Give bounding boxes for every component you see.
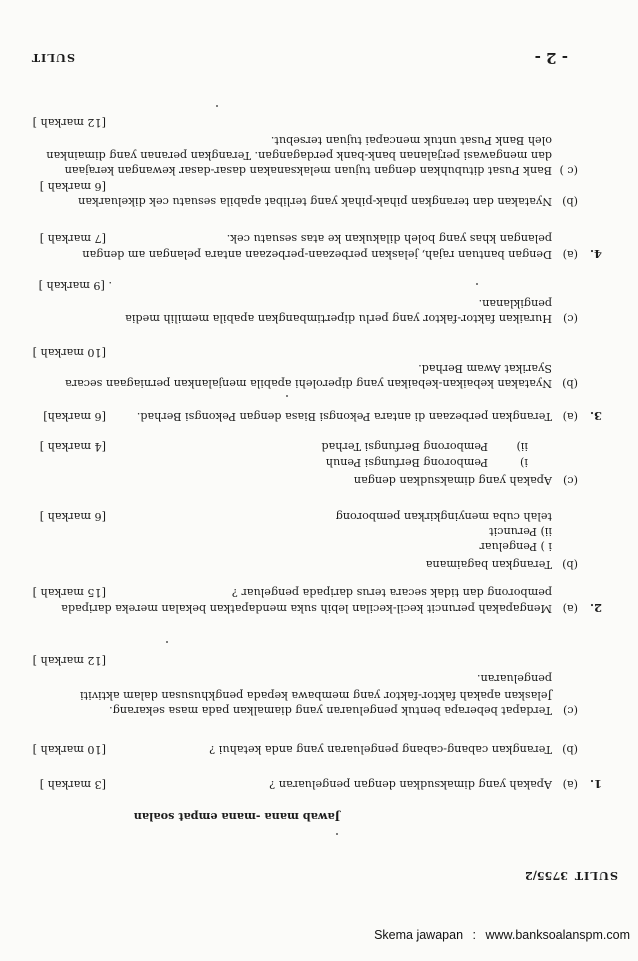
header-sulit-right: SULIT [30, 51, 75, 65]
q4c-label: (c ) [559, 164, 578, 177]
q1b-label: (b) [562, 743, 578, 756]
q2-number: 2. [589, 601, 602, 615]
q2c-label: (c) [563, 474, 578, 487]
q1c-line-2: Jelaskan apakah faktor-faktor yang membawa kepada pengkhususan dalam aktiviti [80, 689, 552, 702]
q2b-marks: [6 markah ] [39, 510, 106, 523]
q1a-text: Apakah yang dimaksudkan dengan pengeluaran ? [269, 778, 552, 791]
exam-code: 3755/2 [524, 869, 568, 883]
q4b-marks: [6 markah ] [39, 180, 106, 193]
q2b-tail: telah cuba menyingkirkan pemborong [335, 510, 552, 523]
q1c-line-3: pengeluaran. [476, 672, 552, 685]
q2c-item-ii-text: Pemborong Berfungsi Terhad [321, 440, 488, 453]
q3c-marks: . [9 markah ] [38, 279, 112, 292]
q3b-line-2: Syarikat Awam Berhad. [418, 362, 552, 375]
q4c-marks: [12 markah ] [32, 116, 106, 129]
q3a-label: (a) [562, 410, 578, 423]
q3c-line-1: Huraikan faktor-faktor yang perlu dipertimbangkan apabila memilih media [125, 312, 552, 325]
footer-separator: : [472, 928, 476, 942]
scan-speck [286, 395, 288, 397]
q2c-marks: [4 markah ] [39, 440, 106, 453]
q4b-label: (b) [562, 195, 578, 208]
q4c-line-2: dan mengawasi perjalanan bank-bank perdagangan. Terangkan peranan yang dimainkan [46, 149, 552, 162]
instruction: Jawab mana -mana empat soalan [133, 810, 340, 824]
q4-number: 4. [589, 247, 602, 261]
scan-speck [336, 833, 338, 835]
q3a-marks: [6 markah] [43, 410, 106, 423]
q2b-item-ii: ii) Peruncit [489, 525, 552, 538]
q2c-item-i-text: Pemborong Berfungsi Penuh [325, 456, 488, 469]
q1c-line-1: Terdapat beberapa bentuk pengeluaran yang diamalkan pada masa sekarang. [109, 704, 552, 717]
q4a-marks: [7 markah ] [39, 232, 106, 245]
q4a-line-2: pelangan khas yang boleh dilakukan ke atas sesuatu cek. [226, 232, 552, 245]
scan-speck [476, 283, 478, 285]
q3c-label: (c) [563, 312, 578, 325]
q2a-line-2: pemborong dan tidak secara terus daripada pengeluar ? [231, 586, 552, 599]
q4a-line-1: Dengan bantuan rajah, jelaskan perbezaan-perbezaan antara pelangan am dengan [82, 248, 552, 261]
q3b-label: (b) [562, 377, 578, 390]
q3b-marks: [10 markah ] [32, 346, 106, 359]
scan-speck [166, 641, 168, 643]
footer-answer-scheme [0, 928, 638, 952]
q2c-intro: Apakah yang dimaksudkan dengan [353, 474, 552, 487]
q2a-line-1: Mengapakah peruncit kecil-kecilan lebih suka mendapatkan bekalan mereka daripada [61, 602, 552, 615]
q2a-label: (a) [562, 602, 578, 615]
q3-number: 3. [589, 409, 602, 423]
q1b-marks: [10 markah ] [32, 743, 106, 756]
header-sulit-left: SULIT [573, 869, 618, 883]
q2b-label: (b) [562, 558, 578, 571]
q3a-text: Terangkan perbezaan di antara Pekongsi Biasa dengan Pekongsi Berhad. [136, 410, 552, 423]
q1a-label: (a) [562, 778, 578, 791]
q4b-line-1: Nyatakan dan terangkan pihak-pihak yang terlibat apabila sesuatu cek dikeluarkan [78, 195, 552, 208]
q3b-line-1: Nyatakan kebaikan-kebaikan yang diperolehi apabila menjalankan perniagaan secara [65, 377, 552, 390]
q2c-item-ii-label: ii) [516, 440, 528, 453]
q2c-item-i-label: i) [520, 456, 528, 469]
scan-speck [216, 105, 218, 107]
q1b-text: Terangkan cabang-cabang pengeluaran yang anda ketahui ? [209, 743, 552, 756]
q2b-intro: Terangkan bagaimana [425, 558, 552, 571]
page-number: - 2 - [534, 49, 568, 67]
footer-url[interactable]: www.banksoalanspm.com [485, 928, 630, 942]
q2b-item-i: i ) Pengeluar [479, 540, 552, 553]
q3c-line-2: pengiklanan. [478, 297, 552, 310]
q4c-line-3: oleh Bank Pusat untuk mencapai tujuan tersebut. [270, 134, 552, 147]
q1a-marks: [3 markah ] [39, 778, 106, 791]
q1c-marks: [12 markah ] [32, 654, 106, 667]
q4c-line-1: Bank Pusat ditubuhkan dengan tujuan melaksanakan dasar-dasar kewangan kerajaan [64, 164, 552, 177]
q1c-label: (c) [563, 704, 578, 717]
q1-number: 1. [589, 777, 602, 791]
q4a-label: (a) [562, 248, 578, 261]
footer-label: Skema jawapan [374, 928, 464, 942]
q2a-marks: [15 markah ] [32, 586, 106, 599]
